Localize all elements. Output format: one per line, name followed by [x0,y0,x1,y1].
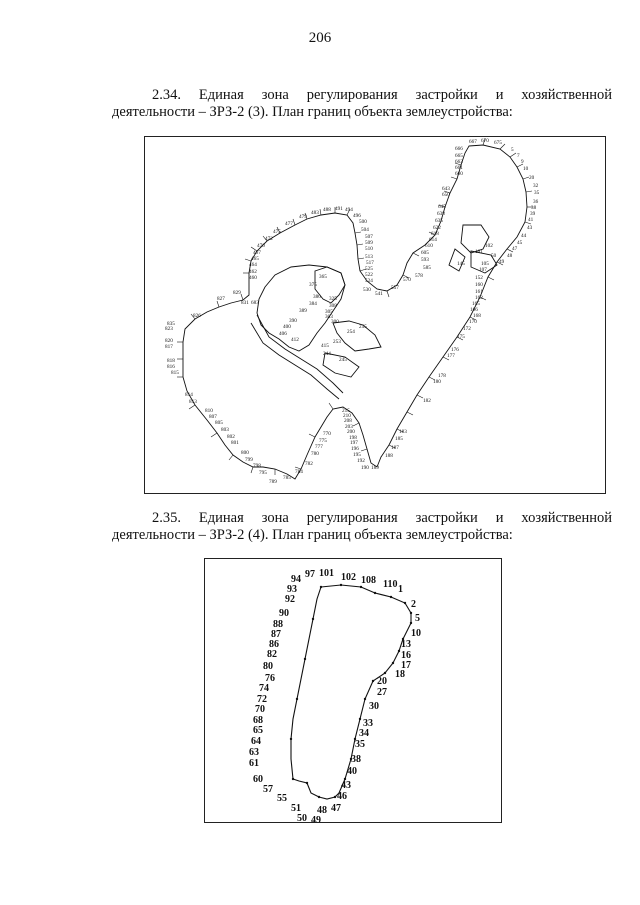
svg-text:775: 775 [319,438,327,444]
svg-text:593: 593 [421,257,429,263]
svg-text:185: 185 [395,436,403,442]
svg-text:82: 82 [267,649,277,660]
heading-line-2: деятельности – ЗРЗ-2 (4). План границ объекта землеустройства: [112,527,513,543]
boundary-plan-zrz2-3 [144,136,606,494]
svg-text:494: 494 [345,207,353,213]
svg-text:55: 55 [277,793,287,804]
svg-text:60: 60 [253,774,263,785]
svg-text:517: 517 [366,260,374,266]
svg-text:101: 101 [475,249,483,255]
svg-text:93: 93 [287,584,297,595]
svg-text:622: 622 [433,225,441,231]
svg-text:36: 36 [533,199,539,205]
svg-text:16: 16 [401,650,411,661]
svg-text:799: 799 [245,457,253,463]
svg-text:92: 92 [285,594,295,605]
svg-text:45: 45 [517,240,523,246]
svg-text:303: 303 [325,314,333,320]
svg-text:38: 38 [351,754,361,765]
svg-text:203: 203 [345,424,353,430]
boundary-plan-zrz2-4 [204,558,502,823]
svg-text:801: 801 [231,440,239,446]
svg-text:87: 87 [271,629,281,640]
svg-text:68: 68 [253,715,263,726]
svg-text:175: 175 [457,334,465,340]
svg-text:305: 305 [325,309,333,315]
svg-text:190: 190 [361,465,369,471]
svg-text:177: 177 [447,353,455,359]
svg-text:300: 300 [331,319,339,325]
svg-text:72: 72 [257,694,267,705]
svg-text:475: 475 [273,229,281,235]
svg-text:33: 33 [363,718,373,729]
svg-text:661: 661 [455,165,463,171]
svg-text:198: 198 [349,435,357,441]
svg-text:165: 165 [472,301,480,307]
svg-text:70: 70 [255,704,265,715]
svg-text:63: 63 [249,747,259,758]
svg-text:107: 107 [479,267,487,273]
section-heading-2-34 [112,87,612,121]
svg-text:462: 462 [249,269,257,275]
svg-text:530: 530 [363,287,371,293]
svg-text:818: 818 [167,358,175,364]
svg-text:780: 780 [311,451,319,457]
svg-text:145: 145 [457,261,465,267]
svg-text:643: 643 [442,186,450,192]
svg-text:47: 47 [512,246,518,252]
svg-text:827: 827 [217,296,225,302]
svg-text:823: 823 [165,326,173,332]
svg-text:7: 7 [517,153,520,159]
svg-text:795: 795 [259,470,267,476]
svg-text:491: 491 [335,206,343,212]
svg-text:102: 102 [341,572,356,583]
svg-text:464: 464 [249,262,257,268]
svg-text:605: 605 [421,250,429,256]
svg-text:412: 412 [291,337,299,343]
svg-text:10: 10 [523,166,529,172]
svg-text:815: 815 [171,370,179,376]
svg-text:660: 660 [455,171,463,177]
svg-text:384: 384 [309,301,317,307]
svg-text:570: 570 [403,277,411,283]
svg-text:472: 472 [265,236,273,242]
svg-text:665: 665 [455,153,463,159]
svg-text:255: 255 [359,324,367,330]
svg-text:51: 51 [291,803,301,814]
svg-text:406: 406 [279,331,287,337]
svg-text:49: 49 [499,259,505,265]
svg-text:166: 166 [470,307,478,313]
svg-text:94: 94 [291,574,301,585]
svg-text:816: 816 [167,364,175,370]
svg-text:618: 618 [431,231,439,237]
svg-text:5: 5 [415,613,420,624]
svg-text:663: 663 [455,159,463,165]
svg-text:178: 178 [438,373,446,379]
svg-text:32: 32 [533,183,539,189]
svg-text:20: 20 [377,676,387,687]
svg-text:522: 522 [365,272,373,278]
svg-text:814: 814 [185,392,193,398]
svg-text:610: 610 [425,243,433,249]
svg-text:1: 1 [398,584,403,595]
svg-text:831: 831 [241,300,249,306]
svg-text:57: 57 [263,784,273,795]
svg-text:389: 389 [299,308,307,314]
svg-text:803: 803 [221,427,229,433]
svg-text:244: 244 [323,351,331,357]
svg-text:817: 817 [165,344,173,350]
svg-text:800: 800 [241,450,249,456]
svg-text:195: 195 [353,452,361,458]
svg-text:197: 197 [350,440,358,446]
svg-text:97: 97 [305,569,315,580]
svg-text:770: 770 [323,431,331,437]
svg-text:43: 43 [341,780,351,791]
boundary-plan-zrz2-4-drawing [205,559,501,822]
svg-text:375: 375 [309,282,317,288]
page-number: 206 [308,30,332,46]
svg-text:496: 496 [353,213,361,219]
heading-line-1: 2.35. Единая зона регулирования застройки и хозяйственной [152,510,612,526]
svg-text:802: 802 [227,434,235,440]
svg-text:557: 557 [391,285,399,291]
svg-text:683: 683 [251,300,259,306]
svg-text:208: 208 [344,418,352,424]
svg-text:504: 504 [361,227,369,233]
svg-text:13: 13 [401,639,411,650]
svg-text:500: 500 [359,219,367,225]
svg-text:477: 477 [285,221,293,227]
svg-text:152: 152 [475,275,483,281]
svg-text:108: 108 [361,575,376,586]
svg-text:541: 541 [375,291,383,297]
svg-text:76: 76 [265,673,275,684]
heading-line-2: деятельности – ЗРЗ-2 (3). План границ объекта землеустройства: [112,104,513,120]
svg-text:39: 39 [530,211,536,217]
svg-text:805: 805 [215,420,223,426]
svg-text:525: 525 [365,266,373,272]
svg-text:46: 46 [337,791,347,802]
svg-text:467: 467 [253,250,261,256]
svg-text:74: 74 [259,683,269,694]
svg-text:488: 488 [323,207,331,213]
svg-text:400: 400 [283,324,291,330]
svg-text:483: 483 [311,210,319,216]
svg-text:380: 380 [313,294,321,300]
svg-text:9: 9 [521,159,524,165]
svg-text:49: 49 [311,815,321,822]
svg-text:161: 161 [475,289,483,295]
svg-text:784: 784 [295,469,303,475]
svg-text:585: 585 [423,265,431,271]
svg-text:189: 189 [371,465,379,471]
svg-text:470: 470 [257,243,265,249]
svg-text:578: 578 [415,273,423,279]
svg-text:829: 829 [233,290,241,296]
svg-text:826: 826 [193,313,201,319]
svg-text:47: 47 [331,803,341,814]
svg-text:180: 180 [433,379,441,385]
svg-text:48: 48 [507,253,513,259]
svg-text:20: 20 [529,175,535,181]
svg-text:48: 48 [317,805,327,816]
svg-text:160: 160 [475,282,483,288]
svg-text:782: 782 [305,461,313,467]
svg-text:645: 645 [438,204,446,210]
svg-text:38: 38 [531,205,537,211]
svg-text:86: 86 [269,639,279,650]
svg-text:308: 308 [329,303,337,309]
svg-text:675: 675 [494,140,502,146]
svg-text:196: 196 [351,446,359,452]
svg-text:44: 44 [521,233,527,239]
svg-text:110: 110 [383,579,398,590]
svg-text:635: 635 [435,218,443,224]
svg-text:820: 820 [165,338,173,344]
svg-text:34: 34 [359,728,369,739]
section-heading-2-35 [112,510,612,544]
svg-text:667: 667 [469,139,477,145]
svg-text:170: 170 [469,319,477,325]
svg-text:479: 479 [299,214,307,220]
svg-text:415: 415 [321,343,329,349]
svg-text:650: 650 [442,192,450,198]
svg-text:670: 670 [481,138,489,144]
svg-text:460: 460 [249,275,257,281]
svg-text:807: 807 [209,414,217,420]
svg-text:183: 183 [399,429,407,435]
svg-text:215: 215 [342,408,350,414]
svg-text:200: 200 [347,429,355,435]
svg-text:245: 245 [339,357,347,363]
svg-text:50: 50 [491,253,497,259]
svg-text:810: 810 [205,408,213,414]
svg-text:325: 325 [329,296,337,302]
svg-text:507: 507 [365,234,373,240]
svg-text:65: 65 [253,725,263,736]
svg-text:90: 90 [279,608,289,619]
svg-text:614: 614 [429,237,437,243]
svg-text:35: 35 [355,739,365,750]
svg-text:17: 17 [401,660,411,671]
svg-text:465: 465 [251,256,259,262]
svg-text:101: 101 [319,568,334,579]
svg-text:27: 27 [377,687,387,698]
svg-text:105: 105 [481,261,489,267]
svg-text:188: 188 [385,453,393,459]
svg-text:524: 524 [365,278,373,284]
svg-text:88: 88 [273,619,283,630]
svg-text:789: 789 [269,479,277,485]
svg-text:80: 80 [263,661,273,672]
svg-text:513: 513 [365,254,373,260]
svg-text:50: 50 [297,813,307,822]
svg-text:172: 172 [463,326,471,332]
svg-text:41: 41 [528,217,534,223]
svg-text:785: 785 [283,475,291,481]
svg-text:187: 187 [391,445,399,451]
svg-text:162: 162 [475,295,483,301]
heading-line-1: 2.34. Единая зона регулирования застройки и хозяйственной [152,87,612,103]
svg-text:182: 182 [423,398,431,404]
svg-text:777: 777 [315,444,323,450]
svg-text:835: 835 [167,321,175,327]
svg-text:365: 365 [319,274,327,280]
svg-text:510: 510 [365,246,373,252]
svg-text:18: 18 [395,669,405,680]
svg-text:390: 390 [289,318,297,324]
boundary-plan-zrz2-3-drawing [145,137,605,493]
svg-text:30: 30 [369,701,379,712]
svg-text:64: 64 [251,736,261,747]
svg-text:666: 666 [455,146,463,152]
svg-text:176: 176 [451,347,459,353]
svg-text:2: 2 [411,599,416,610]
svg-text:798: 798 [253,463,261,469]
svg-text:43: 43 [527,225,533,231]
svg-text:168: 168 [473,313,481,319]
svg-text:5: 5 [511,147,514,153]
svg-text:638: 638 [437,211,445,217]
svg-text:813: 813 [189,399,197,405]
svg-text:40: 40 [347,766,357,777]
svg-text:192: 192 [357,458,365,464]
svg-text:210: 210 [343,413,351,419]
svg-text:61: 61 [249,758,259,769]
svg-text:35: 35 [534,190,540,196]
svg-text:253: 253 [333,339,341,345]
svg-text:102: 102 [485,243,493,249]
svg-text:509: 509 [365,240,373,246]
svg-text:10: 10 [411,628,421,639]
svg-text:254: 254 [347,329,355,335]
